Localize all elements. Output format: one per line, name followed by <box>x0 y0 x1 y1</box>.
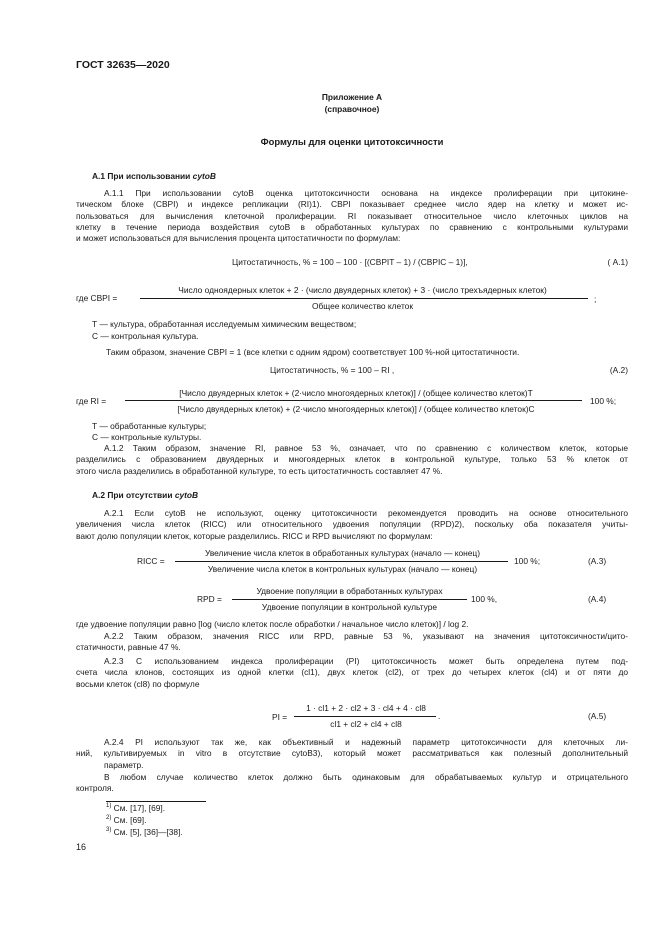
cbpi-denominator: Общее количество клеток <box>311 301 414 311</box>
text-line: А.1.2 Таким образом, значение RI, равное 53 %, означает, что по сравнению с количеством клеток, которые <box>104 443 628 453</box>
footnote-text: См. [17], [69]. <box>113 803 166 813</box>
text-line: статичности, равные 47 %. <box>76 642 181 653</box>
formula-a4-number: (А.4) <box>588 594 607 604</box>
appendix-subtitle: (справочное) <box>324 104 380 114</box>
ri-numerator: [Число двуядерных клеток + (2·число многоядерных клеток)] / (общее количество клеток)T <box>179 388 533 398</box>
definition-c: С — контрольная культура. <box>92 331 199 341</box>
text-line: этого числа разделились в обработанной культуре, то есть цитостатичность составляет 47 %. <box>76 465 443 476</box>
standard-number: ГОСТ 32635—2020 <box>76 59 170 71</box>
footnote-text: См. [5], [36]—[38]. <box>113 827 183 837</box>
footnote-mark: 3) <box>106 827 112 834</box>
footnote-separator <box>106 801 206 802</box>
definition-t2: Т — обработанные культуры; <box>92 421 207 431</box>
section-a1-heading <box>92 171 216 182</box>
definition-c2: С — контрольные культуры. <box>92 432 202 442</box>
formula-a3-number: (А.3) <box>588 556 607 566</box>
text-line: А.2.1 Если cytoB не используют, оценку цитотоксичности рекомендуется проводить на основе относительного <box>104 508 628 518</box>
text-line: восьми клеток (cl8) по формуле <box>76 678 200 689</box>
paragraph-a2-2 <box>76 631 628 654</box>
footnote-mark: 2) <box>106 815 112 822</box>
paragraph-a1-1 <box>76 188 628 244</box>
rpd-fraction-bar <box>232 599 467 600</box>
footnote-3 <box>106 827 183 838</box>
pi-denominator: cl1 + cl2 + cl4 + cl8 <box>330 719 402 729</box>
ricc-denominator: Увеличение числа клеток в контрольных культурах (начало — конец) <box>207 564 478 574</box>
text-line: А.1.1 При использовании cytoB оценка цитотоксичности основана на индексе пролиферации при цитокине- <box>104 188 628 198</box>
definition-t: Т — культура, обработанная исследуемым химическим веществом; <box>92 319 357 329</box>
ri-fraction-bar <box>125 400 582 401</box>
text-line: тическом блоке (CBPI) и индексе репликации (RI)1). CBPI показывает среднее число ядер на клетку и может ис- <box>76 199 628 210</box>
text-line: контроля. <box>76 783 114 794</box>
ricc-fraction-bar <box>175 561 508 562</box>
text-line: А.2.3 С использованием индекса пролиферации (PI) цитотоксичность может быть определена путем под- <box>104 656 628 666</box>
pi-lead: PI = <box>272 712 288 722</box>
pi-numerator: 1 · cl1 + 2 · cl2 + 3 · cl4 + 4 · cl8 <box>306 703 426 713</box>
paragraph-a2-4 <box>76 737 628 771</box>
cbpi-fraction-bar <box>140 298 588 299</box>
cbpi-numerator: Число одноядерных клеток + 2 · (число двуядерных клеток) + 3 · (число трехъядерных клеток) <box>178 285 547 295</box>
footnote-mark: 1) <box>106 803 112 810</box>
paragraph-a2-3 <box>76 656 628 690</box>
section-a2-heading <box>92 490 198 501</box>
section-a2-heading-italic: cytoB <box>174 490 199 500</box>
formula-a1: Цитостатичность, % = 100 – 100 · [(CBPIT – 1) / (CBPIC – 1)], <box>232 257 468 267</box>
paragraph-a1-2 <box>76 443 628 477</box>
doubling-definition: где удвоение популяции равно [log (число клеток после обработки / начальное число клеток)] / log 2. <box>76 619 469 629</box>
formula-a1-number: ( А.1) <box>607 257 628 267</box>
section-a1-heading-prefix: А.1 При использовании <box>92 171 193 181</box>
text-line: и может использоваться для вычисления процента цитостатичности по формулам: <box>76 233 401 244</box>
rpd-numerator: Удвоение популяции в обработанных культурах <box>256 586 443 596</box>
ricc-lead: RICC = <box>137 556 165 566</box>
text-line: разделились с образованием двуядерных и многоядерных клеток в контрольной культуре, только 53 % клеток от <box>76 454 628 465</box>
text-line: А.2.4 PI используют так же, как объективный и надежный параметр цитотоксичности для клеточных ли- <box>104 737 628 747</box>
pi-tail: . <box>438 711 441 721</box>
text-line: В любом случае количество клеток должно быть одинаковым для обрабатываемых культур и отрицательного <box>104 772 628 782</box>
rpd-tail: 100 %, <box>471 594 498 604</box>
section-a1-heading-italic: cytoB <box>192 171 216 181</box>
text-line: параметр. <box>104 759 144 770</box>
ricc-tail: 100 %; <box>514 556 541 566</box>
ri-denominator: [Число двуядерных клеток) + (2·число многоядерных клеток)] / (общее количество клеток)C <box>177 404 535 414</box>
text-line: А.2.2 Таким образом, значения RICC или RPD, равные 53 %, указывают на значения цитотоксичности/цито- <box>104 631 628 641</box>
page-number: 16 <box>76 842 87 852</box>
ricc-numerator: Увеличение числа клеток в обработанных культурах (начало — конец) <box>204 548 481 558</box>
footnote-text: См. [69]. <box>113 815 147 825</box>
pi-fraction-bar <box>294 716 436 717</box>
text-line: пользоваться для вычисления клеточной пролиферации. RI показывает относительное число клеточных циклов на <box>76 210 628 221</box>
footnote-1 <box>106 803 165 814</box>
formula-a2-number: (А.2) <box>609 365 628 375</box>
paragraph-a2-1 <box>76 508 628 542</box>
text-line: вают долю популяции клеток, которые разделились. RICC и RPD вычисляют по формулам: <box>76 530 433 541</box>
rpd-denominator: Удвоение популяции в контрольной культуре <box>261 602 438 612</box>
cbpi-note: Таким образом, значение CBPI = 1 (все клетки с одним ядром) соответствует 100 %-ной цитостатичности. <box>106 347 520 357</box>
text-line: счета числа клонов, состоящих из одной клетки (cl1), двух клеток (cl2), от трех до четырех клеток (cl4) и от пяти до <box>76 667 628 678</box>
rpd-lead: RPD = <box>197 594 222 604</box>
cbpi-lead: где CBPI = <box>76 293 118 303</box>
section-a2-heading-prefix: А.2 При отсутствии <box>92 490 175 500</box>
ri-lead: где RI = <box>76 396 107 406</box>
formula-a5-number: (А.5) <box>588 711 607 721</box>
ri-tail: 100 %; <box>590 396 617 406</box>
text-line: ний, культивируемых in vitro в отсутствие cytoB3), который может рассматриваться как полезный дополнительный <box>76 748 628 759</box>
main-title: Формулы для оценки цитотоксичности <box>260 136 444 147</box>
footnote-2 <box>106 815 146 826</box>
paragraph-a2-5 <box>76 772 628 795</box>
text-line: клетку в течение периода воздействия cytoB в обработанных культурах по сравнению с контрольными культурами <box>76 221 628 232</box>
cbpi-tail: ; <box>594 294 597 304</box>
appendix-title: Приложение А <box>321 92 383 102</box>
formula-a2: Цитостатичность, % = 100 – RI , <box>270 365 395 375</box>
text-line: увеличения числа клеток (RICC) или относительного удвоения популяции (RPD)2), поскольку оба показателя учиты- <box>76 519 628 530</box>
